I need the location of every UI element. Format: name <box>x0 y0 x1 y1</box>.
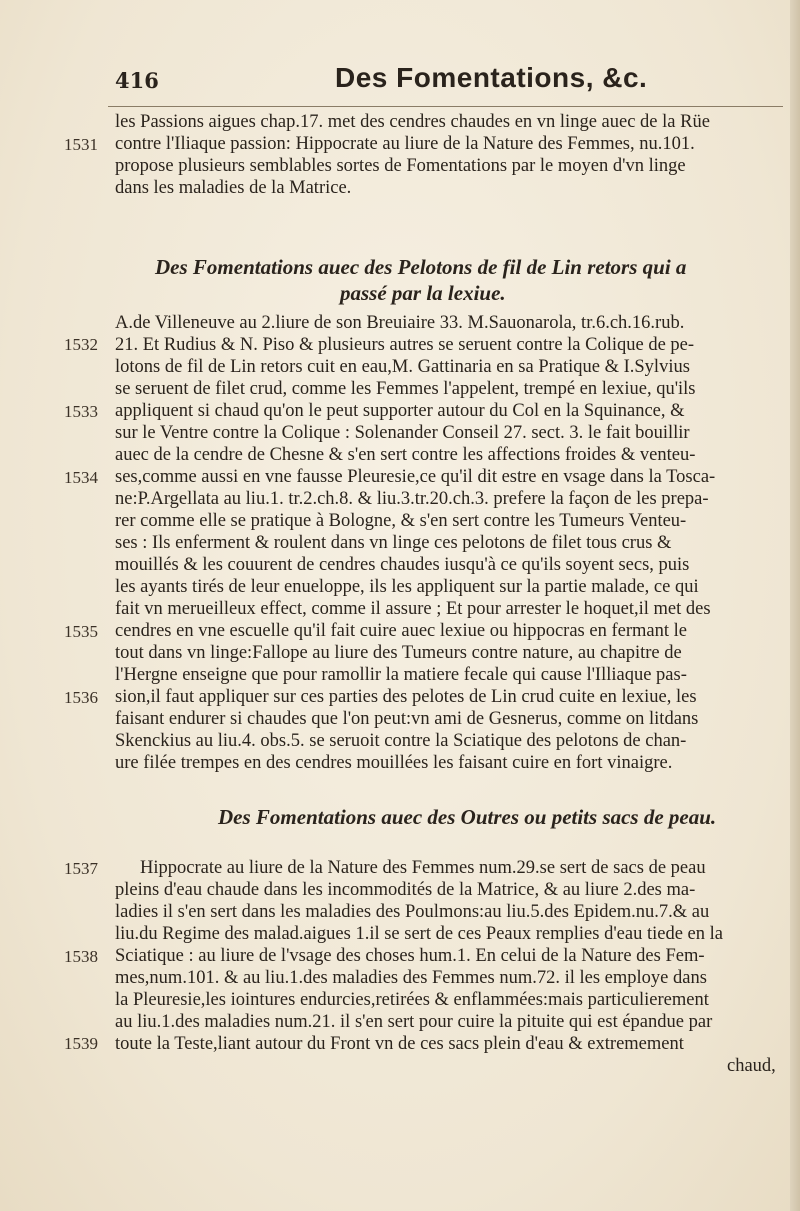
text-line: Hippocrate au liure de la Nature des Femmes num.29.se sert de sacs de peau <box>140 858 706 878</box>
text-line: ure filée trempes en des cendres mouillées les faisant cuire en fort vinaigre. <box>115 753 673 773</box>
text-line: contre l'Iliaque passion: Hippocrate au liure de la Nature des Femmes, nu.101. <box>115 134 695 154</box>
text-line: lotons de fil de Lin retors cuit en eau,M. Gattinaria en sa Pratique & I.Sylvius <box>115 357 690 377</box>
text-line: dans les maladies de la Matrice. <box>115 178 352 198</box>
section-heading-continued: passé par la lexiue. <box>340 281 506 305</box>
section-heading: Des Fomentations auec des Outres ou petits sacs de peau. <box>218 805 717 829</box>
text-line: sur le Ventre contre la Colique : Solenander Conseil 27. sect. 3. le fait bouillir <box>115 423 690 443</box>
text-line: cendres en vne escuelle qu'il fait cuire auec lexiue ou hippocras en fermant le <box>115 621 687 641</box>
text-line: faisant endurer si chaudes que l'on peut:vn ami de Gesnerus, comme on litdans <box>115 709 699 729</box>
text-line: l'Hergne enseigne que pour ramollir la matiere fecale qui cause l'Illiaque pas- <box>115 665 687 685</box>
text-line: ses : Ils enferment & roulent dans vn linge ces pelotons de filet tous crus & <box>115 533 672 553</box>
margin-number: 1536 <box>64 688 98 707</box>
margin-number: 1539 <box>64 1034 98 1053</box>
page-header <box>115 62 755 102</box>
text-line: sion,il faut appliquer sur ces parties des pelotes de Lin crud cuite en lexiue, les <box>115 687 697 707</box>
running-title: Des Fomentations, &c. <box>335 62 648 93</box>
margin-number: 1534 <box>64 468 98 487</box>
text-line: auec de la cendre de Chesne & s'en sert contre les affections froides & venteu- <box>115 445 696 465</box>
text-line: ne:P.Argellata au liu.1. tr.2.ch.8. & liu.3.tr.20.ch.3. prefere la façon de les prepa- <box>115 489 709 509</box>
text-line: Sciatique : au liure de l'vsage des choses hum.1. En celui de la Nature des Fem- <box>115 946 705 966</box>
margin-number: 1537 <box>64 859 98 878</box>
margin-number: 1533 <box>64 402 98 421</box>
text-line: Skenckius au liu.4. obs.5. se seruoit contre la Sciatique des pelotons de chan- <box>115 731 687 751</box>
text-line: ladies il s'en sert dans les maladies des Poulmons:au liu.5.des Epidem.nu.7.& au <box>115 902 710 922</box>
text-line: les Passions aigues chap.17. met des cendres chaudes en vn linge auec de la Rüe <box>115 112 710 132</box>
text-line: ses,comme aussi en vne fausse Pleuresie,ce qu'il dit estre en vsage dans la Tosca- <box>115 467 716 487</box>
text-line: les ayants tirés de leur enueloppe, ils les appliquent sur la partie malade, ce qui <box>115 577 699 597</box>
text-line: pleins d'eau chaude dans les incommodités de la Matrice, & au liure 2.des ma- <box>115 880 696 900</box>
text-line: appliquent si chaud qu'on le peut supporter autour du Col en la Squinance, & <box>115 401 685 421</box>
text-line: A.de Villeneuve au 2.liure de son Breuiaire 33. M.Sauonarola, tr.6.ch.16.rub. <box>115 313 685 333</box>
text-line: au liu.1.des maladies num.21. il s'en sert pour cuire la pituite qui est épandue par <box>115 1012 713 1032</box>
margin-number: 1532 <box>64 335 98 354</box>
text-line: rer comme elle se pratique à Bologne, & s'en sert contre les Tumeurs Venteu- <box>115 511 687 531</box>
margin-number: 1538 <box>64 947 98 966</box>
text-line: 21. Et Rudius & N. Piso & plusieurs autres se seruent contre la Colique de pe- <box>115 335 695 355</box>
section-heading: Des Fomentations auec des Pelotons de fil de Lin retors qui a <box>155 255 687 279</box>
text-line: tout dans vn linge:Fallope au liure des Tumeurs contre nature, au chapitre de <box>115 643 682 663</box>
text-line: mouillés & les couurent de cendres chaudes iusqu'à ce qu'ils soyent secs, puis <box>115 555 690 575</box>
text-line: mes,num.101. & au liu.1.des maladies des Femmes num.72. il les employe dans <box>115 968 707 988</box>
margin-number: 1531 <box>64 135 98 154</box>
margin-number: 1535 <box>64 622 98 641</box>
header-rule <box>108 106 783 107</box>
text-line: toute la Teste,liant autour du Front vn de ces sacs plein d'eau & extremement <box>115 1034 684 1054</box>
text-line: fait vn merueilleux effect, comme il assure ; Et pour arrester le hoquet,il met des <box>115 599 711 619</box>
text-line: propose plusieurs semblables sortes de Fomentations par le moyen d'vn linge <box>115 156 686 176</box>
text-line: se seruent de filet crud, comme les Femmes l'appelent, trempé en lexiue, qu'ils <box>115 379 696 399</box>
page-edge <box>790 0 800 1211</box>
catchword-line: chaud, <box>727 1056 776 1076</box>
text-line: liu.du Regime des malad.aigues 1.il se sert de ces Peaux remplies d'eau tiede en la <box>115 924 723 944</box>
page-number: 416 <box>115 68 159 93</box>
text-line: la Pleuresie,les iointures endurcies,retirées & enflammées:mais particulierement <box>115 990 709 1010</box>
